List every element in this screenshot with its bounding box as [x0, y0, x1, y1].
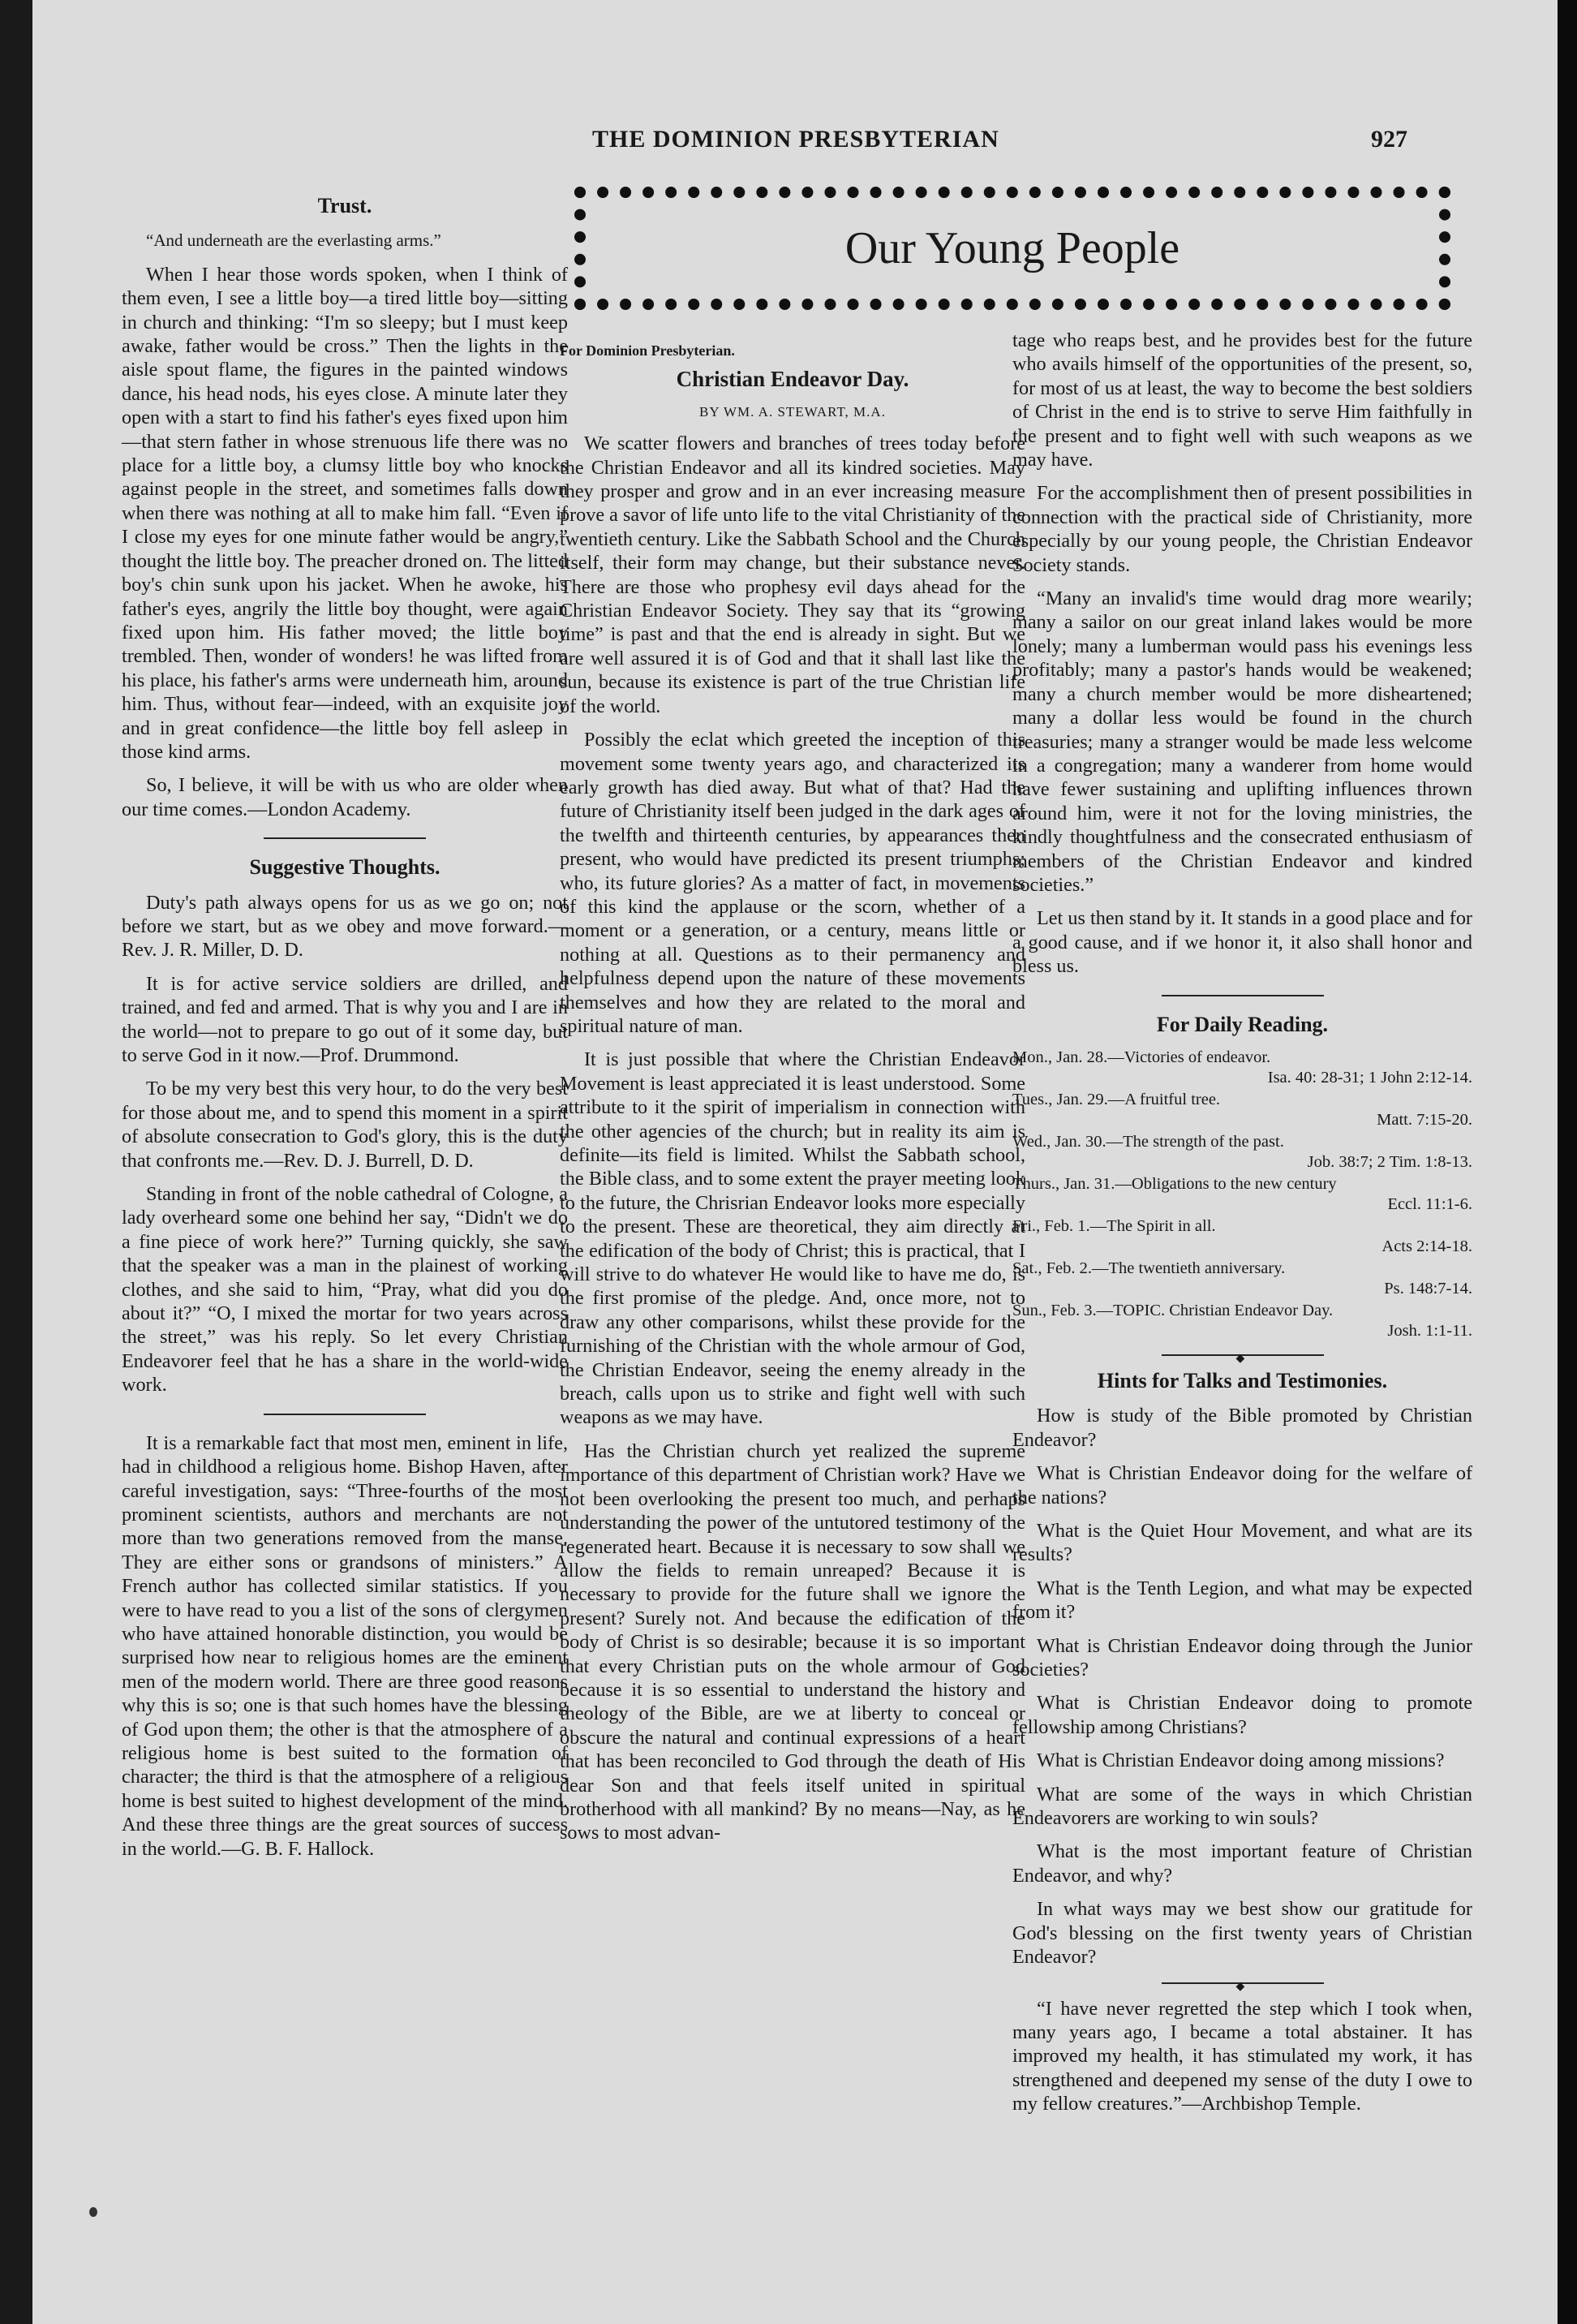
reading-ref: Eccl. 11:1-6. [1387, 1194, 1472, 1213]
daily-reading-heading: For Daily Reading. [1156, 1012, 1329, 1036]
hint-item: In what ways may we best show our gratitude for God's blessing on the first twenty years of Christian Endeavor? [1012, 1898, 1472, 1969]
reading-day: Tues., Jan. 29.—A fruitful tree. [1012, 1090, 1221, 1108]
article-paragraph: “Many an invalid's time would drag more wearily; many a sailor on our great inland lakes would be more lonely; many a lumberman would pass his evenings less profitably; many a pastor's hands would be weakened; many a church member would be more disheartened; many a dollar less would be found in the church treasuries; many a stranger would be made less welcome in a congregation; many a wanderer from home would have fewer sustaining and uplifting influences thrown around him, were it not for the loving ministries, the kindly thoughtfulness and the consecrated enthusiasm of members of the Christian Endeavor and kindred societies.” [1012, 587, 1472, 896]
trust-paragraph: So, I believe, it will be with us who are older when our time comes.—London Academy. [122, 774, 568, 820]
remarkable-paragraph: It is a remarkable fact that most men, eminent in life, had in childhood a religious home. Bishop Haven, after careful investigation, says: “Three-fourths of the most prominent scientists, authors and merchants are not more than two generations removed from the manse. They are either sons or grandsons of ministers.” A French author has collected similar statistics. If you were to have read to you a list of the sons of clergymen who have attained honorable distinction, you would be surprised how near to religious homes are the eminent men of the modern world. There are three good reasons why this is so; one is that such homes have the blessing of God upon them; the other is that the atmosphere of a religious home is best suited to the formation of character; the third is that the atmosphere of a religious home is best suited to highest development of the mind. And these three things are the great sources of success in the world.—G. B. F. Hallock. [122, 1431, 568, 1860]
reading-day: Sun., Feb. 3.—TOPIC. Christian Endeavor Day. [1012, 1301, 1334, 1319]
reading-ref: Matt. 7:15-20. [1377, 1110, 1472, 1129]
ornamental-divider [1162, 1982, 1324, 1984]
hint-item: What is the Tenth Legion, and what may be expected from it? [1012, 1577, 1472, 1624]
hint-item: What are some of the ways in which Christian Endeavorers are working to win souls? [1012, 1783, 1472, 1830]
suggestive-paragraph: Standing in front of the noble cathedral of Cologne, a lady overheard some one behind her say, “Didn't we do a fine piece of work here?” Turning quickly, she saw that the speaker was a man in the plainest of working clothes, and she said to him, “Pray, what did you do about it?” “O, I mixed the mortar for two years across the street,” was his reply. So let every Christian Endeavorer feel that he has a share in the world-wide work. [122, 1183, 568, 1397]
daily-reading-list [1012, 1048, 1472, 1341]
reading-day: Mon., Jan. 28.—Victories of endeavor. [1012, 1048, 1271, 1066]
banner-title: Our Young People [844, 223, 1180, 273]
hint-item: What is Christian Endeavor doing through the Junior societies? [1012, 1634, 1472, 1681]
newspaper-page [32, 0, 1558, 2324]
article-paragraph: tage who reaps best, and he provides best for the future who avails himself of the opportunities of the present, so, for most of us at least, the way to become the best soldiers of Christ in the end is to strive to serve Him faithfully in the present and to fight well with such weapons as we may have. [1012, 329, 1472, 471]
article-source: For Dominion Presbyterian. [560, 342, 735, 359]
hint-item: What is the Quiet Hour Movement, and what are its results? [1012, 1520, 1472, 1566]
hint-item: What is Christian Endeavor doing for the welfare of the nations? [1012, 1462, 1472, 1508]
reading-day: Wed., Jan. 30.—The strength of the past. [1012, 1132, 1284, 1151]
reading-item [1012, 1090, 1472, 1130]
reading-item [1012, 1259, 1472, 1299]
article-paragraph: Has the Christian church yet realized the supreme importance of this department of Christian work? Have we not been overlooking the present too much, and perhaps understanding the power of the untutored testimony of the regenerated heart. Because it is necessary to sow shall we allow the fields to remain unreaped? Because it is necessary to provide for the future shall we ignore the present? Surely not. And because the edification of the body of Christ is so desirable; because it is so important that every Christian puts on the whole armour of God because it is so essential to understand the history and theology of the Bible, are we at liberty to conceal or obscure the natural and continual expressions of a heart that has been reconciled to God through the death of His dear Son and that feels itself united in spiritual brotherhood with all mankind? By no means—Nay, as he sows to most advan- [560, 1440, 1025, 1844]
section-divider [264, 837, 426, 839]
trust-paragraph: When I hear those words spoken, when I think of them even, I see a little boy—a tired little boy—sitting in church and thinking: “I'm so sleepy; but I must keep awake, father would be cross.” Then the lights in the aisle spout flame, the figures in the painted windows dance, his head nods, his eyes close. A minute later they open with a start to find his father's eyes fixed upon him—that stern father in whose strenuous life there was no place for a little boy, a clumsy little boy who knocks against people in the street, and sometimes falls down when there was nothing at all to make him fall. “Even if I close my eyes for one minute father would be angry,” thought the little boy. The preacher droned on. The litted boy's chin sunk upon his jacket. When he awoke, his father's eyes, angrily the little boy thought, were again fixed upon him. His father moved; the little boy trembled. Then, wonder of wonders! he was lifted from his place, his father's arms were underneath him, around him. Thus, without fear—indeed, with an exquisite joy and in great confidence—the little boy fell asleep in those kind arms. [122, 263, 568, 763]
reading-day: Fri., Feb. 1.—The Spirit in all. [1012, 1216, 1216, 1235]
suggestive-paragraph: To be my very best this very hour, to do the very best for those about me, and to spend this moment in a spirit of absolute consecration to God's glory, this is the duty that confronts me.—Rev. D. J. Burrell, D. D. [122, 1078, 568, 1172]
reading-ref: Job. 38:7; 2 Tim. 1:8-13. [1307, 1152, 1472, 1171]
article-paragraph: For the accomplishment then of present possibilities in connection with the practical side of Christianity, more especially by our young people, the Christian Endeavor Society stands. [1012, 482, 1472, 576]
article-paragraph: We scatter flowers and branches of trees today before the Christian Endeavor and all its kindred societies. May they prosper and grow and in an ever increasing measure prove a savor of life unto life to the vital Christianity of the twentieth century. Like the Sabbath School and the Church itself, their form may change, but their substance never. There are those who prophesy evil days ahead for the Christian Endeavor Society. They say that its “growing time” is past and that the end is already in sight. But we are well assured it is of God and that it shall last like the sun, because its existence is part of the true Christian life of the world. [560, 433, 1025, 717]
hints-list [1012, 1404, 1472, 1969]
ornamental-divider [1162, 1354, 1324, 1356]
reading-ref: Acts 2:14-18. [1381, 1237, 1472, 1255]
reading-item [1012, 1132, 1472, 1173]
article-paragraph: Let us then stand by it. It stands in a good place and for a good cause, and if we honor it, it also shall honor and bless us. [1012, 907, 1472, 978]
ink-smudge [89, 2207, 97, 2217]
hint-item: How is study of the Bible promoted by Christian Endeavor? [1012, 1405, 1472, 1451]
reading-item [1012, 1301, 1472, 1341]
reading-item [1012, 1174, 1472, 1215]
section-divider [264, 1414, 426, 1415]
hint-item: What is Christian Endeavor doing among missions? [1037, 1749, 1445, 1772]
reading-ref: Josh. 1:1-11. [1387, 1321, 1472, 1340]
right-column [1012, 329, 1472, 2126]
reading-ref: Isa. 40: 28-31; 1 John 2:12-14. [1267, 1068, 1472, 1087]
page-binding-edge [0, 0, 32, 2324]
hint-item: What is Christian Endeavor doing to promote fellowship among Christians? [1012, 1692, 1472, 1738]
reading-item [1012, 1216, 1472, 1257]
article-paragraph: It is just possible that where the Christian Endeavor Movement is least appreciated it is least understood. Some attribute to it the spirit of imperialism in connection with the other agencies of the church; but in reality its aim is definite—its field is limited. Whilst the Sabbath school, the Bible class, and to some extent the prayer meeting look to the future, the Chrisrian Endeavor looks more especially to the present. These are theoretical, they aim directly at the edification of the body of Christ; this is practical, that I will strive to do whatever He would like to have me do, is the first promise of the pledge. And, once more, not to draw any other comparisons, whilst these provide for the furnishing of the Christian with the whole armour of God, the Christian Endeavor, seeing the enemy already in the breach, calls upon us to strike and fight well with such weapons as we may have. [560, 1048, 1025, 1429]
suggestive-paragraph: It is for active service soldiers are drilled, and trained, and fed and armed. That is why you and I are in the world—not to prepare to go out of it some day, but to serve God in it now.—Prof. Drummond. [122, 972, 568, 1066]
middle-column [560, 339, 1025, 1855]
hint-item: What is the most important feature of Christian Endeavor, and why? [1012, 1840, 1472, 1887]
trust-heading: Trust. [317, 194, 372, 217]
reading-day: Sat., Feb. 2.—The twentieth anniversary. [1012, 1259, 1286, 1277]
reading-day: Thurs., Jan. 31.—Obligations to the new century [1012, 1174, 1337, 1193]
reading-ref: Ps. 148:7-14. [1384, 1279, 1472, 1298]
department-banner [574, 187, 1450, 310]
article-title: Christian Endeavor Day. [676, 367, 909, 392]
article-paragraph: Possibly the eclat which greeted the inception of this movement some twenty years ago, and characterized its early growth has died away. But what of that? Had the future of Christianity itself been judged in the dark ages of the twelfth and thirteenth centuries, by appearances then present, who would have predicted its present triumphs; who, its future glories? As a matter of fact, in movements of this kind the applause or the scorn, whether of a moment or a generation, or a century, means little or nothing at all. Questions as to their permanency and helpfulness depend upon the nature of these movements themselves and how they are related to the moral and spiritual nature of man. [560, 729, 1025, 1037]
hints-heading: Hints for Talks and Testimonies. [1097, 1368, 1388, 1392]
article-byline: BY WM. A. STEWART, M.A. [699, 403, 886, 420]
running-title: THE DOMINION PRESBYTERIAN [592, 126, 999, 153]
left-column [122, 191, 568, 1870]
section-divider [1162, 995, 1324, 996]
trust-epigraph: “And underneath are the everlasting arms.” [146, 230, 441, 251]
closing-quote: “I have never regretted the step which I took when, many years ago, I became a total abstainer. It has improved my health, it has stimulated my work, it has strengthened and deepened my sense of the duty I owe to my fellow creatures.”—Archbishop Temple. [1012, 1997, 1472, 2115]
page-number: 927 [1371, 126, 1407, 153]
suggestive-heading: Suggestive Thoughts. [249, 855, 440, 880]
page-header [32, 126, 1558, 166]
suggestive-paragraph: Duty's path always opens for us as we go on; not before we start, but as we obey and move forward.—Rev. J. R. Miller, D. D. [122, 891, 568, 962]
reading-item [1012, 1048, 1472, 1088]
